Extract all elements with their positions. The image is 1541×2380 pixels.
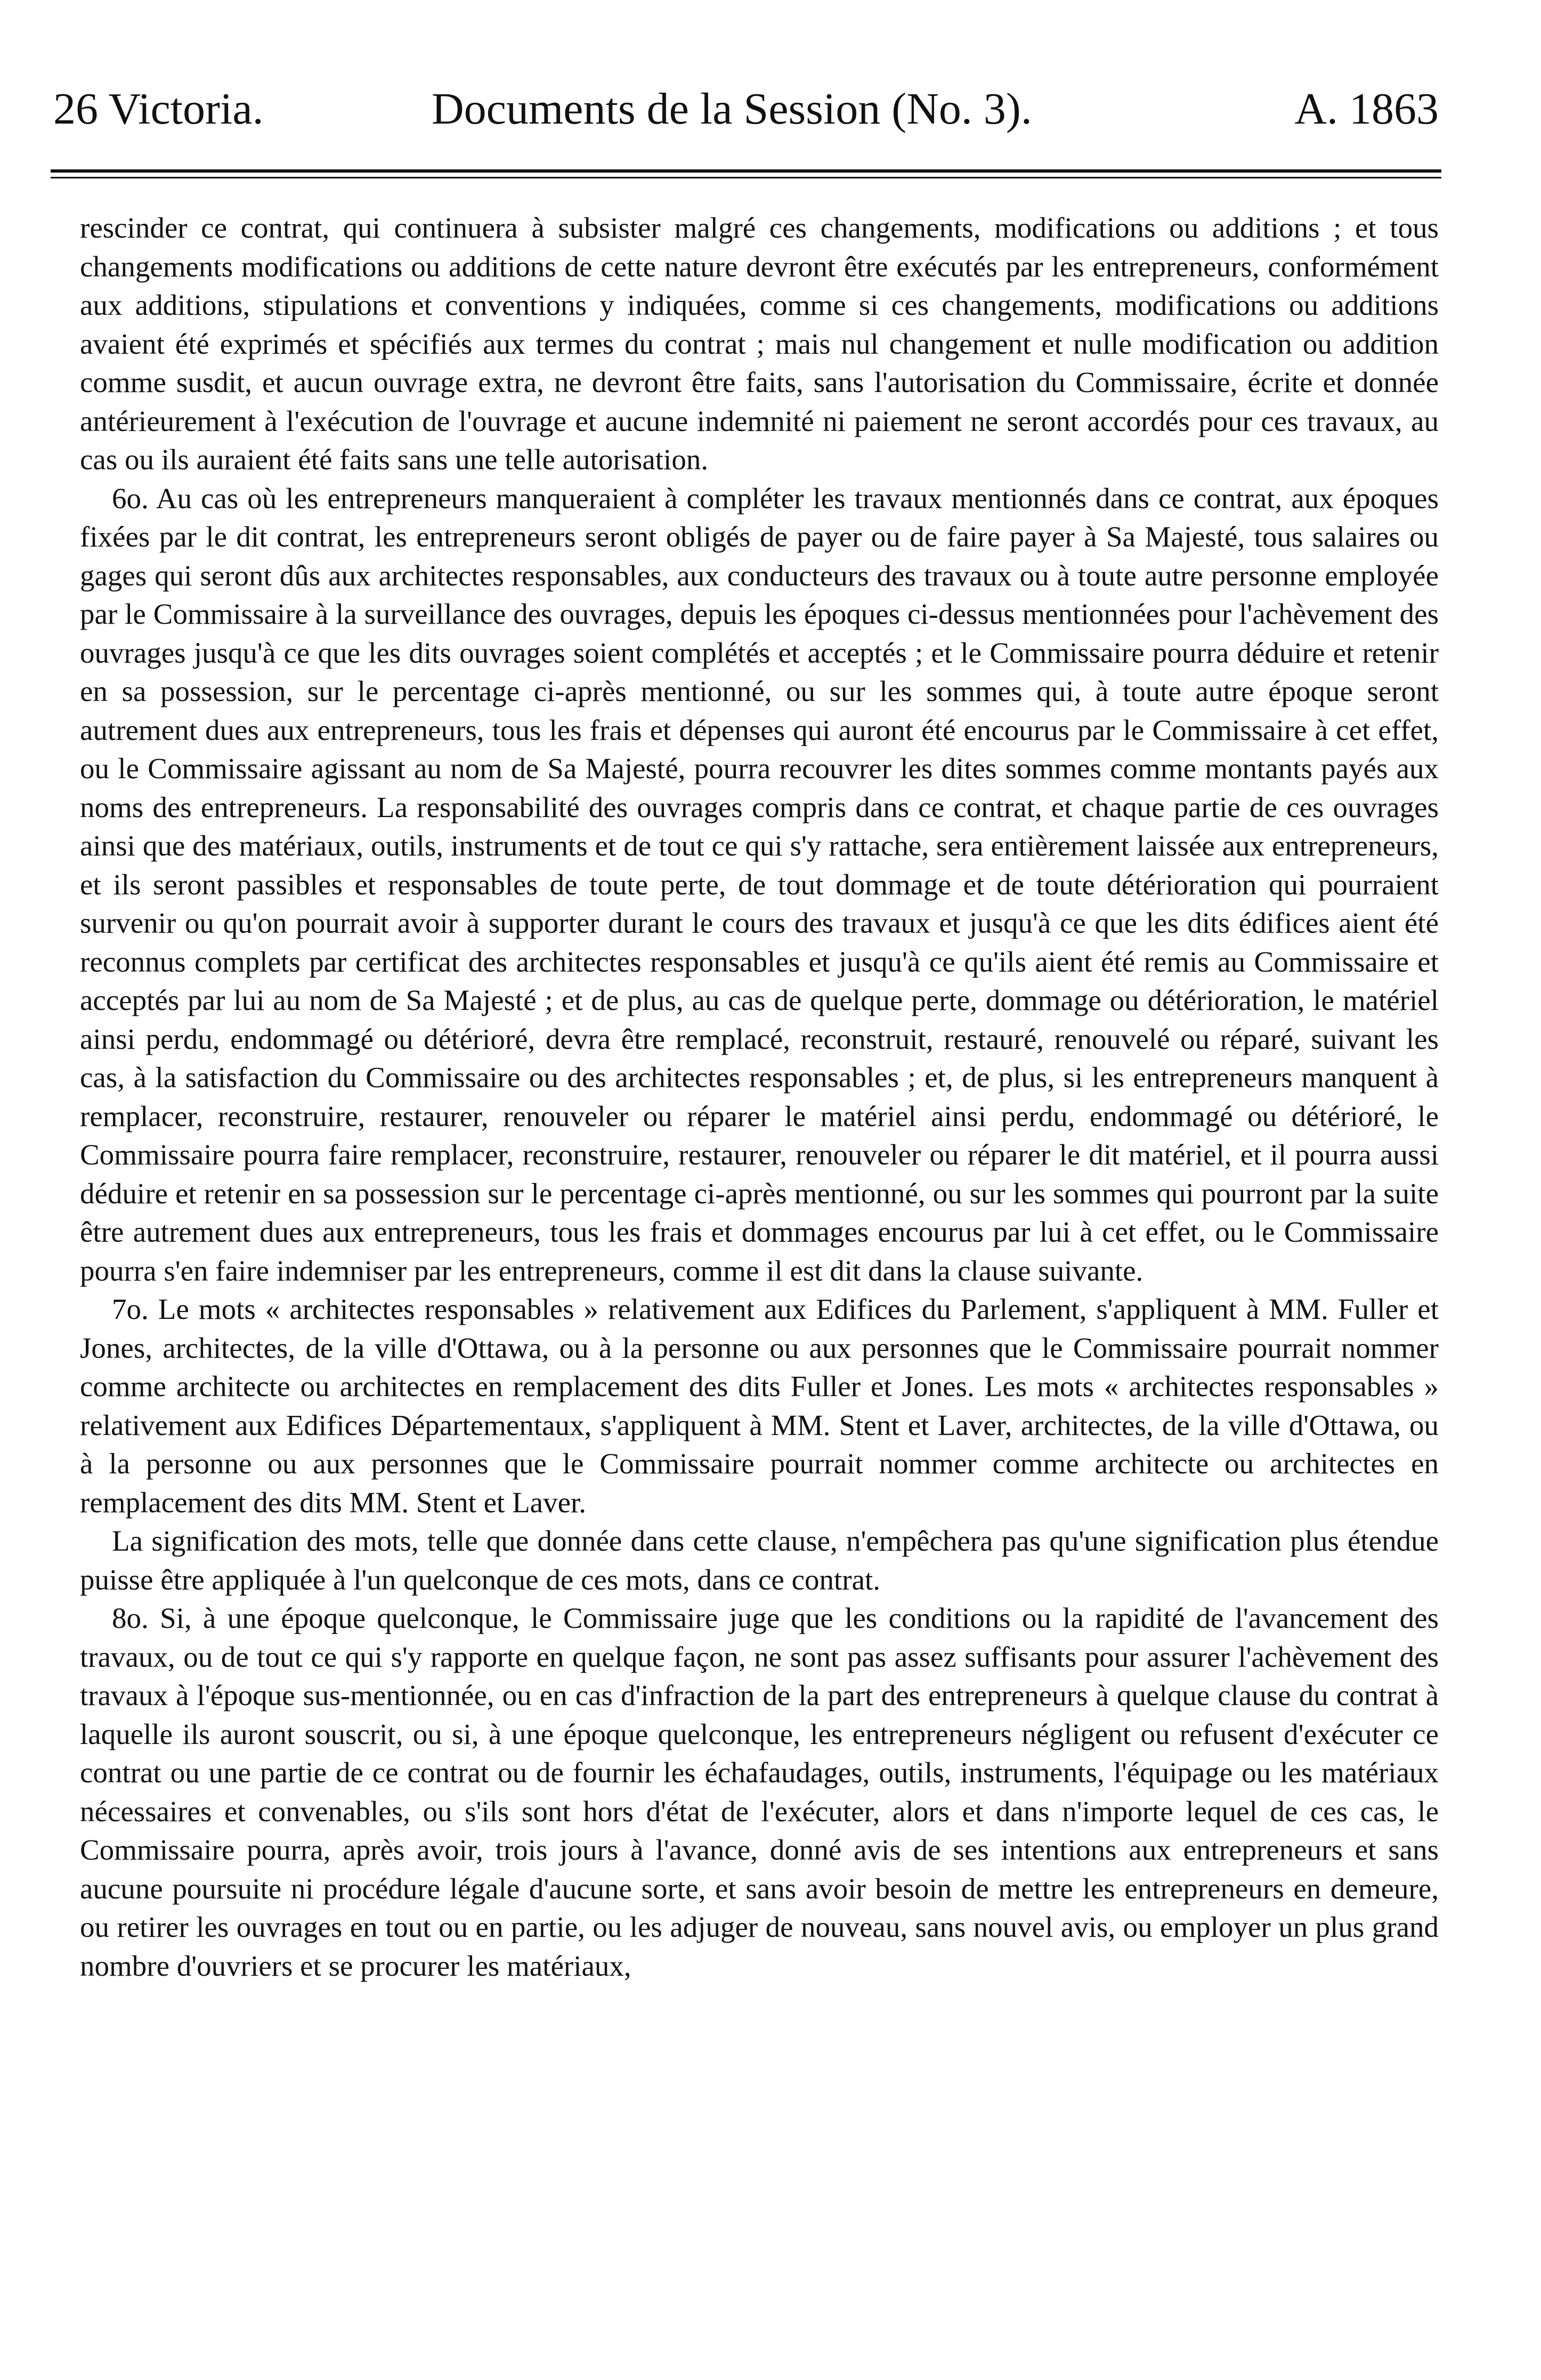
document-body — [80, 209, 1439, 1985]
paragraph-clause-7: 7o. Le mots « architectes responsables » relativement aux Edifices du Parlement, s'appliquent à MM. Fuller et Jones, architectes, de la ville d'Ottawa, ou à la personne ou aux personnes que le Commissaire pourrait nommer comme architecte ou architectes en remplacement des dits Fuller et Jones. Les mots « architectes responsables » relativement aux Edifices Départementaux, s'appliquent à MM. Stent et Laver, architectes, de la ville d'Ottawa, ou à la personne ou aux personnes que le Commissaire pourrait nommer comme architecte ou architectes en remplacement des dits MM. Stent et Laver. — [80, 1293, 1439, 1519]
paragraph-clause-6: 6o. Au cas où les entrepreneurs manqueraient à compléter les travaux mentionnés dans ce contrat, aux époques fixées par le dit contrat, les entrepreneurs seront obligés de payer ou de faire payer à Sa Majesté, tous salaires ou gages qui seront dûs aux architectes responsables, aux conducteurs des travaux ou à toute autre personne employée par le Commissaire à la surveillance des ouvrages, depuis les époques ci-dessus mentionnées pour l'achèvement des ouvrages jusqu'à ce que les dits ouvrages soient complétés et acceptés ; et le Commissaire pourra déduire et retenir en sa possession, sur le percentage ci-après mentionné, ou sur les sommes qui, à toute autre époque seront autrement dues aux entrepreneurs, tous les frais et dépenses qui auront été encourus par le Commissaire à cet effet, ou le Commissaire agissant au nom de Sa Majesté, pourra recouvrer les dites sommes comme montants payés aux noms des entrepreneurs. La responsabilité des ouvrages compris dans ce contrat, et chaque partie de ces ouvrages ainsi que des matériaux, outils, instruments et de tout ce qui s'y rattache, sera entièrement laissée aux entrepreneurs, et ils seront passibles et responsables de toute perte, de tout dommage et de toute détérioration qui pourraient survenir ou qu'on pourrait avoir à supporter durant le cours des travaux et jusqu'à ce que les dits édifices aient été reconnus complets par certificat des architectes responsables et jusqu'à ce qu'ils aient été remis au Commissaire et acceptés par lui au nom de Sa Majesté ; et de plus, au cas de quelque perte, dommage ou détérioration, le matériel ainsi perdu, endommagé ou détérioré, devra être remplacé, reconstruit, restauré, renouvelé ou réparé, suivant les cas, à la satisfaction du Commissaire ou des architectes responsables ; et, de plus, si les entrepreneurs manquent à remplacer, reconstruire, restaurer, renouveler ou réparer le matériel ainsi perdu, endommagé ou détérioré, le Commissaire pourra faire remplacer, reconstruire, restaurer, renouveler ou réparer le dit matériel, et il pourra aussi déduire et retenir en sa possession sur le percentage ci-après mentionné, ou sur les sommes qui pourront par la suite être autrement dues aux entrepreneurs, tous les frais et dommages encourus par lui à cet effet, ou le Commissaire pourra s'en faire indemniser par les entrepreneurs, comme il est dit dans la clause suivante. — [80, 482, 1439, 1287]
paragraph-clause-8: 8o. Si, à une époque quelconque, le Commissaire juge que les conditions ou la rapidité de l'avancement des travaux, ou de tout ce qui s'y rapporte en quelque façon, ne sont pas assez suffisants pour assurer l'achèvement des travaux à l'époque sus-mentionnée, ou en cas d'infraction de la part des entrepreneurs à quelque clause du contrat à laquelle ils auront souscrit, ou si, à une époque quelconque, les entrepreneurs négligent ou refusent d'exécuter ce contrat ou une partie de ce contrat ou de fournir les échafaudages, outils, instruments, l'équipage ou les matériaux nécessaires et convenables, ou s'ils sont hors d'état de l'exécuter, alors et dans n'importe lequel de ces cas, le Commissaire pourra, après avoir, trois jours à l'avance, donné avis de ses intentions aux entrepreneurs et sans aucune poursuite ni procédure légale d'aucune sorte, et sans avoir besoin de mettre les entrepreneurs en demeure, ou retirer les ouvrages en tout ou en partie, ou les adjuger de nouveau, sans nouvel avis, ou employer un plus grand nombre d'ouvriers et se procurer les matériaux, — [80, 1602, 1439, 1982]
header-rule-thick — [51, 169, 1441, 173]
header-year: A. 1863 — [1294, 84, 1439, 134]
paragraph-signification: La signification des mots, telle que donnée dans cette clause, n'empêchera pas qu'une signification plus étendue puisse être appliquée à l'un quelconque de ces mots, dans ce contrat. — [80, 1525, 1439, 1596]
header-document-title: Documents de la Session (No. 3). — [432, 84, 1032, 134]
header-rule-thin — [51, 177, 1441, 178]
paragraph-continuation: rescinder ce contrat, qui continuera à subsister malgré ces changements, modifications ou additions ; et tous changements modifications ou additions de cette nature devront être exécutés par les entrepreneurs, conformément aux additions, stipulations et conventions y indiquées, comme si ces changements, modifications ou additions avaient été exprimés et spécifiés aux termes du contrat ; mais nul changement et nulle modification ou addition comme susdit, et aucun ouvrage extra, ne devront être faits, sans l'autorisation du Commissaire, écrite et donnée antérieurement à l'exécution de l'ouvrage et aucune indemnité ni paiement ne seront accordés pour ces travaux, au cas ou ils auraient été faits sans une telle autorisation. — [80, 211, 1439, 476]
header-session-year: 26 Victoria. — [53, 84, 264, 134]
page-header — [53, 80, 1439, 138]
